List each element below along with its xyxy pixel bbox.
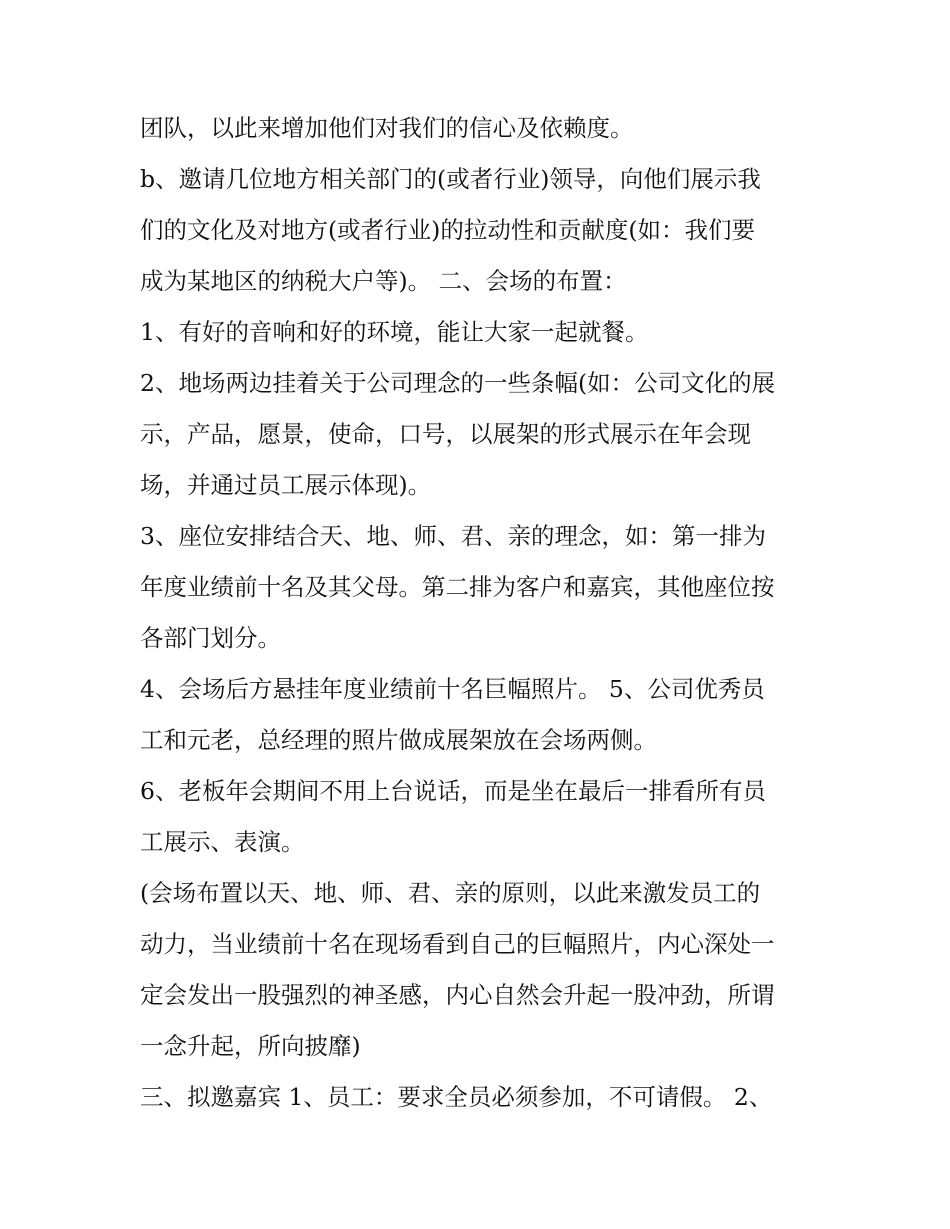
text-line: 三、拟邀嘉宾 1、员工：要求全员必须参加，不可请假。 2、 [140, 1083, 773, 1111]
text-line: b、邀请几位地方相关部门的(或者行业)领导，向他们展示我 [140, 165, 761, 193]
text-line: 示，产品，愿景，使命，口号，以展架的形式展示在年会现 [140, 420, 751, 448]
text-line: 动力，当业绩前十名在现场看到自己的巨幅照片，内心深处一 [140, 930, 775, 958]
text-line: 成为某地区的纳税大户等)。 二、会场的布置： [140, 267, 627, 295]
text-line: 一念升起，所向披靡) [140, 1032, 361, 1060]
text-line: 年度业绩前十名及其父母。第二排为客户和嘉宾，其他座位按 [140, 573, 775, 601]
text-line: 各部门划分。 [140, 624, 281, 652]
text-line: 6、老板年会期间不用上台说话，而是坐在最后一排看所有员 [140, 777, 766, 805]
text-line: 工和元老，总经理的照片做成展架放在会场两侧。 [140, 726, 657, 754]
text-line: 工展示、表演。 [140, 828, 305, 856]
text-line: 定会发出一股强烈的神圣感，内心自然会升起一股冲劲，所谓 [140, 981, 775, 1009]
text-line: (会场布置以天、地、师、君、亲的原则，以此来激发员工的 [140, 879, 761, 907]
text-line: 2、地场两边挂着关于公司理念的一些条幅(如：公司文化的展 [140, 369, 776, 397]
text-line: 场，并通过员工展示体现)。 [140, 471, 432, 499]
text-line: 4、会场后方悬挂年度业绩前十名巨幅照片。 5、公司优秀员 [140, 675, 765, 703]
text-line: 们的文化及对地方(或者行业)的拉动性和贡献度(如：我们要 [140, 216, 756, 244]
text-line: 团队，以此来增加他们对我们的信心及依赖度。 [140, 114, 634, 142]
text-line: 3、座位安排结合天、地、师、君、亲的理念，如：第一排为 [140, 522, 766, 550]
text-line: 1、有好的音响和好的环境，能让大家一起就餐。 [140, 318, 649, 346]
